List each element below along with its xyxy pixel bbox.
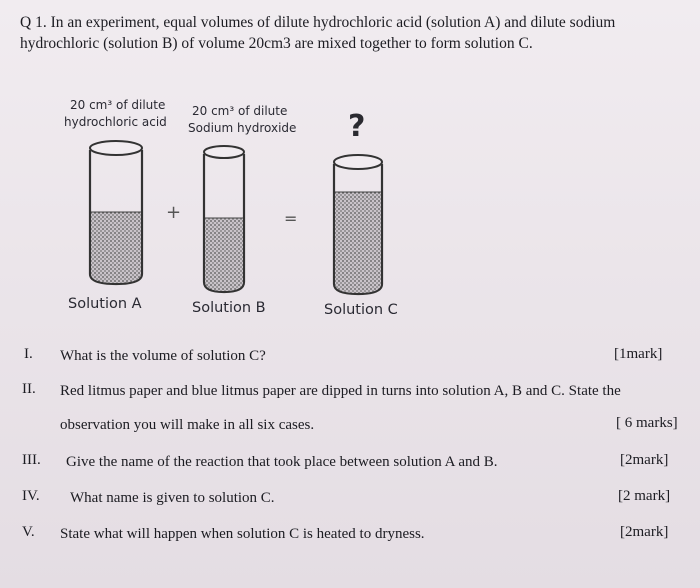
equals-sign: =	[284, 209, 298, 228]
question-number: I.	[24, 346, 33, 362]
question-number: II.	[22, 381, 36, 397]
label-solution-a: Solution A	[68, 296, 142, 312]
question-text: Give the name of the reaction that took place between solution A and B.	[66, 454, 498, 470]
question-mark-allocation: [2mark]	[620, 524, 669, 540]
question-mark-allocation: [2 mark]	[618, 488, 671, 504]
question-text: State what will happen when solution C is heated to dryness.	[60, 526, 425, 542]
question-number: III.	[22, 452, 41, 468]
cylinder-a	[90, 141, 142, 284]
question-text-continued: observation you will make in all six cases.	[60, 417, 315, 433]
question-mark: ?	[348, 109, 366, 144]
label-b-line1: 20 cm³ of dilute	[192, 104, 288, 118]
cylinder-b	[204, 146, 244, 292]
question-mark-allocation: [1mark]	[614, 346, 663, 362]
cylinder-c	[334, 155, 382, 294]
label-a-line2: hydrochloric acid	[64, 115, 167, 129]
plus-sign: +	[166, 202, 182, 223]
label-a-line1: 20 cm³ of dilute	[70, 98, 166, 112]
question-number: V.	[22, 524, 35, 540]
label-b-line2: Sodium hydroxide	[188, 121, 297, 135]
question-text: What is the volume of solution C?	[60, 348, 266, 364]
header-line-1: Q 1. In an experiment, equal volumes of dilute hydrochloric acid (solution A) and dilute sodium	[20, 14, 616, 31]
question-mark-allocation: [ 6 marks]	[616, 415, 678, 431]
experiment-diagram	[58, 96, 438, 336]
question-text: What name is given to solution C.	[70, 490, 275, 506]
header-line-2: hydrochloric (solution B) of volume 20cm3 are mixed together to form solution C.	[20, 35, 533, 52]
question-text: Red litmus paper and blue litmus paper are dipped in turns into solution A, B and C. State the	[60, 383, 621, 399]
question-number: IV.	[22, 488, 40, 504]
label-solution-b: Solution B	[192, 300, 266, 316]
question-header	[20, 12, 680, 54]
label-solution-c: Solution C	[324, 302, 398, 318]
question-mark-allocation: [2mark]	[620, 452, 669, 468]
